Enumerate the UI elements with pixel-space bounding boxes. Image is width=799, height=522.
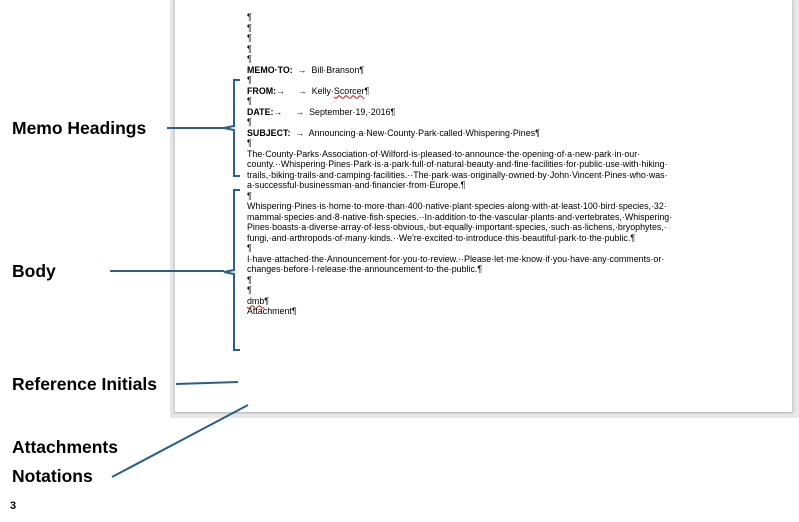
body-line: county.··Whispering·Pines·Park·is·a·park·full·of·natural·beauty·and·fine·facilities·for·public·use·with·hiking· — [247, 159, 668, 169]
body-line: mammal·species·and·8·native·fish·species.··In·addition·to·the·vascular·plants·and·vertebrates,·Whispering· — [247, 211, 673, 222]
tab-arrow: → — [292, 85, 312, 96]
date-value: September·19,·2016¶ — [309, 106, 396, 117]
reference-initials-label: Reference Initials — [12, 374, 157, 394]
blank-paragraph: ¶ — [247, 274, 252, 285]
body-line: trails,·biking·trails·and·camping·facilities.··The·park·was·originally·owned·by·John·Vincent·Pines·who·was· — [247, 169, 668, 180]
blank-paragraph: ¶ — [247, 285, 252, 295]
subject-value: Announcing·a·New·County·Park·called·Whispering·Pines¶ — [308, 127, 540, 138]
body-line: changes·before·I·release·the·announcement·to·the·public.¶ — [247, 264, 483, 274]
body-line: Pines·boasts·a·diverse·array·of·less·obvious,·but·equally·important·species,·such·as·lichens,·bryophytes,· — [247, 222, 667, 232]
blank-paragraph: ¶ — [247, 54, 252, 64]
blank-paragraph: ¶ — [247, 243, 252, 253]
blank-paragraph: ¶ — [247, 33, 252, 43]
body-label: Body — [12, 261, 56, 281]
tab-arrow: → — [292, 64, 312, 75]
memo-headings-label: Memo Headings — [12, 118, 147, 138]
body-line: fungi,·and·arthropods·of·many·kinds.··We're·excited·to·introduce·this·beautiful·park·to·the·public.¶ — [247, 232, 636, 243]
body-line: a·successful·businessman·and·financier·from·Europe.¶ — [247, 180, 466, 190]
body-brace — [224, 190, 240, 350]
subject-label: SUBJECT: — [247, 127, 291, 138]
attachment-notation-line: Attachment¶ — [247, 306, 297, 316]
body-line: Whispering·Pines·is·home·to·more·than·400·native·plant·species·along·with·at·least·100·bird·species,·32· — [247, 201, 667, 211]
attachments-label: Attachments — [12, 437, 118, 457]
memo-headings-brace — [224, 80, 240, 176]
notations-label: Notations — [12, 466, 93, 486]
blank-paragraph: ¶ — [247, 12, 252, 22]
pilcrow-mark: ¶ — [264, 295, 270, 306]
reference-initials: dmb — [247, 295, 265, 306]
tab-arrow: → — [290, 106, 310, 117]
attachment-notation-connector — [112, 405, 248, 477]
blank-paragraph: ¶ — [247, 117, 252, 127]
reference-initials-connector — [176, 382, 238, 384]
blank-paragraph: ¶ — [247, 43, 252, 54]
from-value: Kelly· — [311, 85, 334, 96]
blank-paragraph: ¶ — [247, 96, 252, 106]
date-label: DATE:→ — [247, 106, 283, 117]
body-line: The·County·Parks·Association·of·Wilford·is·pleased·to·announce·the·opening·of·a·new·park·in·our· — [247, 148, 641, 159]
blank-paragraph: ¶ — [247, 75, 252, 85]
blank-paragraph: ¶ — [247, 138, 252, 148]
page-number: 3 — [10, 500, 17, 512]
memo-to-label: MEMO·TO: — [247, 64, 293, 75]
from-value-end: ¶ — [364, 85, 370, 96]
blank-paragraph: ¶ — [247, 190, 252, 201]
memo-to-value: Bill·Branson¶ — [311, 64, 365, 75]
body-line: I·have·attached·the·Announcement·for·you·to·review.··Please·let·me·know·if·you·have·any·comments·or· — [247, 253, 665, 264]
tab-arrow: → — [290, 127, 309, 138]
blank-paragraph: ¶ — [247, 22, 252, 33]
from-label: FROM:→ — [247, 85, 285, 96]
from-value-misspelled: Scorcer — [333, 85, 365, 96]
